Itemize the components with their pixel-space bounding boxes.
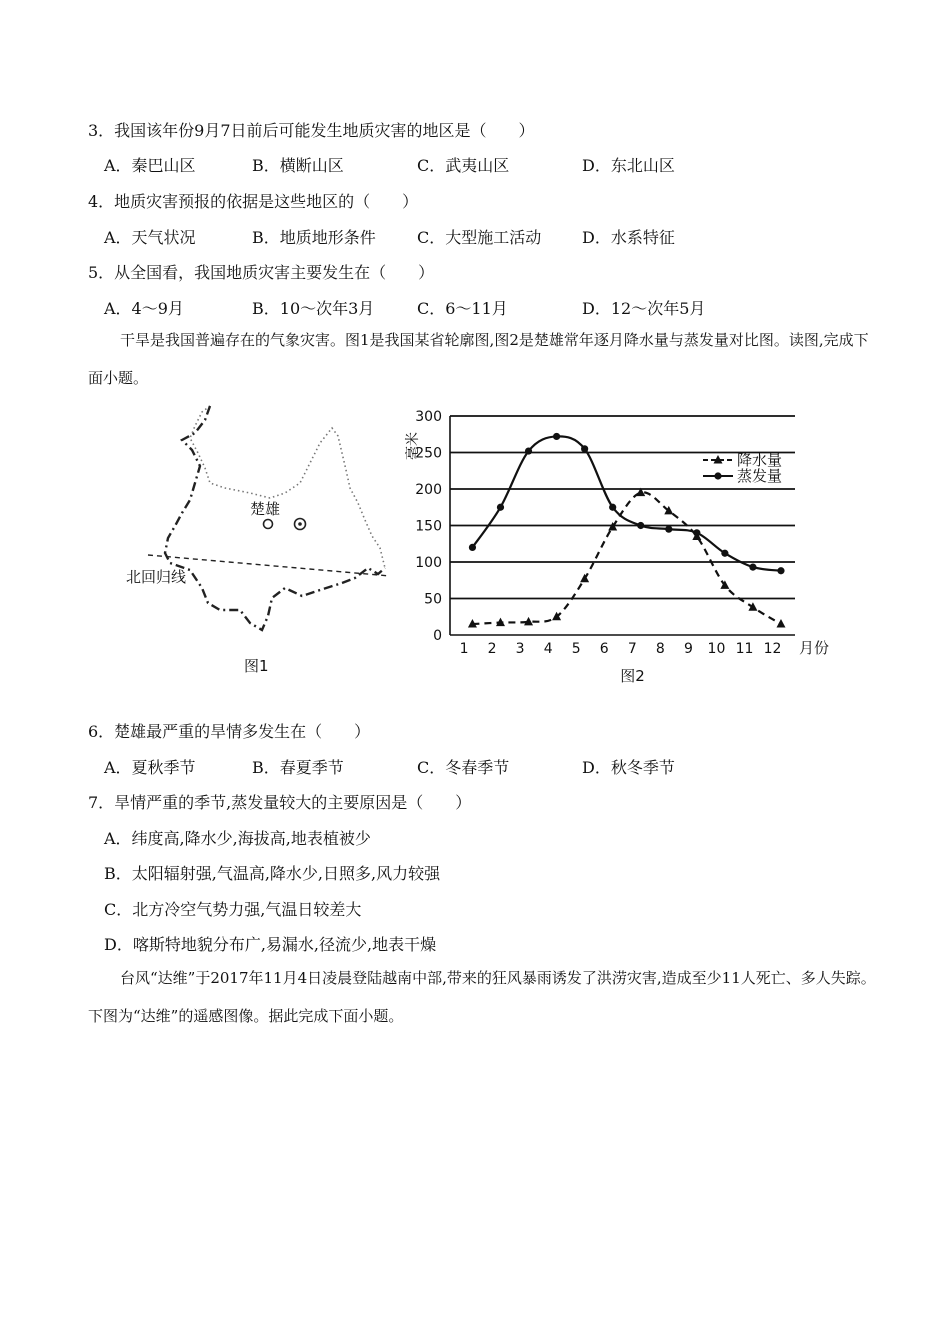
tropic-label: 北回归线 bbox=[126, 568, 187, 586]
x-tick-label: 3 bbox=[515, 641, 525, 657]
evaporation-point-10 bbox=[721, 550, 728, 557]
figure1-caption: 图1 bbox=[244, 657, 269, 675]
evaporation-point-5 bbox=[581, 445, 588, 452]
legend-marker-dot bbox=[714, 472, 721, 479]
q4-option-b: B．地质地形条件 bbox=[252, 228, 376, 247]
precipitation-point-12 bbox=[776, 619, 785, 628]
q3-option-b: B．横断山区 bbox=[252, 156, 344, 175]
city-marker-capital-dot bbox=[298, 522, 302, 526]
x-tick-label: 1 bbox=[459, 641, 469, 657]
q7-option-c: C．北方冷空气势力强,气温日较差大 bbox=[104, 900, 362, 919]
evaporation-point-2 bbox=[497, 504, 504, 511]
legend-label-1: 蒸发量 bbox=[737, 467, 783, 485]
q3-option-d: D．东北山区 bbox=[582, 156, 675, 175]
q7-stem: 7．旱情严重的季节,蒸发量较大的主要原因是（ ） bbox=[88, 793, 472, 812]
evaporation-point-3 bbox=[525, 447, 532, 454]
evaporation-point-1 bbox=[469, 544, 476, 551]
x-axis-label: 月份 bbox=[799, 639, 830, 657]
evaporation-point-12 bbox=[777, 567, 784, 574]
q6-option-d: D．秋冬季节 bbox=[582, 758, 675, 777]
x-tick-label: 4 bbox=[543, 641, 553, 657]
evaporation-point-8 bbox=[665, 526, 672, 533]
y-tick-label: 300 bbox=[415, 409, 442, 425]
q5-option-d: D．12～次年5月 bbox=[582, 299, 706, 318]
y-tick-label: 200 bbox=[415, 482, 442, 498]
y-tick-label: 0 bbox=[433, 628, 442, 644]
intro-paragraph-typhoon: 台风“达维”于2017年11月4日凌晨登陆越南中部,带来的狂风暴雨诱发了洪涝灾害,造成至少11人死亡、多人失踪。下图为“达维”的遥感图像。据此完成下面小题。 bbox=[88, 969, 876, 1025]
figure2-chart bbox=[395, 400, 835, 690]
x-tick-label: 11 bbox=[735, 641, 754, 657]
x-tick-label: 2 bbox=[487, 641, 497, 657]
chuxiong-label: 楚雄 bbox=[250, 500, 281, 518]
evaporation-point-11 bbox=[749, 564, 756, 571]
q5-option-c: C．6～11月 bbox=[417, 299, 508, 318]
x-tick-label: 5 bbox=[571, 641, 581, 657]
q6-stem: 6．楚雄最严重的旱情多发生在（ ） bbox=[88, 722, 371, 741]
q7-option-a: A．纬度高,降水少,海拔高,地表植被少 bbox=[104, 829, 371, 848]
q6-option-a: A．夏秋季节 bbox=[104, 758, 196, 777]
y-axis-label: 毫米 bbox=[405, 432, 421, 460]
city-marker-chuxiong bbox=[264, 520, 273, 529]
q3-stem: 3．我国该年份9月7日前后可能发生地质灾害的地区是（ ） bbox=[88, 121, 535, 140]
x-tick-label: 7 bbox=[627, 641, 637, 657]
q3-option-c: C．武夷山区 bbox=[417, 156, 510, 175]
y-tick-label: 150 bbox=[415, 518, 442, 535]
evaporation-point-7 bbox=[637, 522, 644, 529]
q7-option-b: B．太阳辐射强,气温高,降水少,日照多,风力较强 bbox=[104, 864, 441, 883]
evaporation-point-9 bbox=[693, 529, 700, 536]
x-tick-label: 8 bbox=[655, 641, 665, 657]
q4-option-d: D．水系特征 bbox=[582, 228, 675, 247]
province-border-north bbox=[190, 406, 385, 568]
q5-stem: 5．从全国看，我国地质灾害主要发生在（ ） bbox=[88, 263, 435, 282]
y-tick-label: 50 bbox=[424, 591, 442, 608]
intro-paragraph-drought: 干旱是我国普遍存在的气象灾害。图1是我国某省轮廓图,图2是楚雄常年逐月降水量与蒸发量对比图。读图,完成下面小题。 bbox=[88, 331, 869, 387]
figure1-province-map bbox=[110, 398, 410, 688]
evaporation-point-6 bbox=[609, 504, 616, 511]
x-tick-label: 10 bbox=[707, 641, 726, 657]
province-border-south bbox=[165, 406, 385, 630]
q7-option-d: D．喀斯特地貌分布广,易漏水,径流少,地表干燥 bbox=[104, 935, 437, 954]
q5-option-b: B．10～次年3月 bbox=[252, 299, 375, 318]
q6-option-b: B．春夏季节 bbox=[252, 758, 344, 777]
evaporation-point-4 bbox=[553, 433, 560, 440]
legend-label-0: 降水量 bbox=[737, 451, 783, 469]
y-tick-label: 250 bbox=[415, 445, 442, 462]
y-tick-label: 100 bbox=[415, 555, 442, 571]
q3-option-a: A．秦巴山区 bbox=[104, 156, 196, 175]
q5-option-a: A．4～9月 bbox=[104, 299, 184, 318]
q4-option-a: A．天气状况 bbox=[104, 228, 196, 247]
x-tick-label: 6 bbox=[599, 641, 609, 657]
q4-stem: 4．地质灾害预报的依据是这些地区的（ ） bbox=[88, 192, 419, 211]
precipitation-point-11 bbox=[748, 602, 757, 611]
q4-option-c: C．大型施工活动 bbox=[417, 228, 542, 247]
x-tick-label: 12 bbox=[763, 641, 782, 657]
x-tick-label: 9 bbox=[683, 641, 693, 657]
figure2-caption: 图2 bbox=[620, 667, 645, 685]
q6-option-c: C．冬春季节 bbox=[417, 758, 510, 777]
